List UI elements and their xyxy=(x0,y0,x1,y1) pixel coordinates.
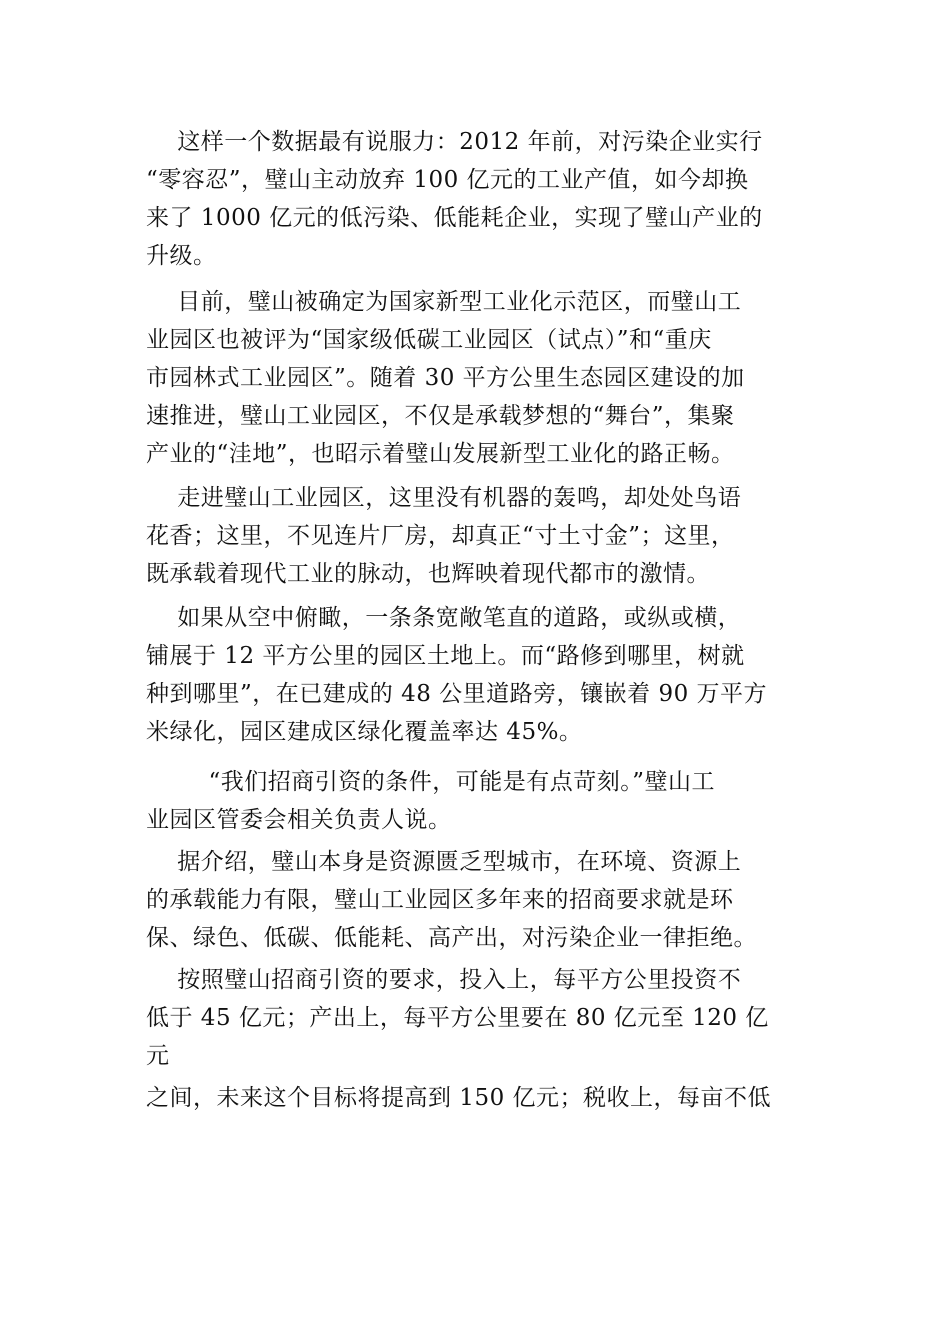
text-line: 保、绿色、低碳、低能耗、高产出，对污染企业一律拒绝。 xyxy=(146,925,757,951)
text-line: 市园林式工业园区”。随着 30 平方公里生态园区建设的加 xyxy=(146,365,745,391)
text-line: 如果从空中俯瞰，一条条宽敞笔直的道路，或纵或横， xyxy=(146,605,742,631)
text-line: 既承载着现代工业的脉动，也辉映着现代都市的激情。 xyxy=(146,561,710,587)
text-line: 产业的“洼地”，也昭示着璧山发展新型工业化的路正畅。 xyxy=(146,441,735,467)
text-line: 的承载能力有限，璧山工业园区多年来的招商要求就是环 xyxy=(146,887,734,913)
text-line: 目前，璧山被确定为国家新型工业化示范区，而璧山工 xyxy=(146,289,742,315)
text-line: 米绿化，园区建成区绿化覆盖率达 45%。 xyxy=(146,719,583,745)
text-line: 元 xyxy=(146,1043,170,1069)
text-line: 来了 1000 亿元的低污染、低能耗企业，实现了璧山产业的 xyxy=(146,205,763,231)
text-line: 据介绍，璧山本身是资源匮乏型城市，在环境、资源上 xyxy=(146,849,742,875)
text-line: 花香；这里，不见连片厂房，却真正“寸土寸金”；这里， xyxy=(146,523,735,549)
text-line: 之间，未来这个目标将提高到 150 亿元；税收上，每亩不低 xyxy=(146,1085,772,1111)
text-line: 速推进，璧山工业园区，不仅是承载梦想的“舞台”，集聚 xyxy=(146,403,735,429)
text-line: 业园区管委会相关负责人说。 xyxy=(146,807,452,833)
text-line: 升级。 xyxy=(146,243,217,269)
text-line: 铺展于 12 平方公里的园区土地上。而“路修到哪里，树就 xyxy=(146,643,745,669)
text-line: 走进璧山工业园区，这里没有机器的轰鸣，却处处鸟语 xyxy=(146,485,742,511)
text-line: “零容忍”，璧山主动放弃 100 亿元的工业产值，如今却换 xyxy=(146,167,749,193)
text-line: 业园区也被评为“国家级低碳工业园区（试点）”和“重庆 xyxy=(146,327,712,353)
text-line: “我们招商引资的条件，可能是有点苛刻。”璧山工 xyxy=(146,769,716,795)
text-line: 低于 45 亿元；产出上，每平方公里要在 80 亿元至 120 亿 xyxy=(146,1005,769,1031)
text-line: 按照璧山招商引资的要求，投入上，每平方公里投资不 xyxy=(146,967,742,993)
text-line: 这样一个数据最有说服力：2012 年前，对污染企业实行 xyxy=(146,129,763,155)
text-line: 种到哪里”，在已建成的 48 公里道路旁，镶嵌着 90 万平方 xyxy=(146,681,768,707)
